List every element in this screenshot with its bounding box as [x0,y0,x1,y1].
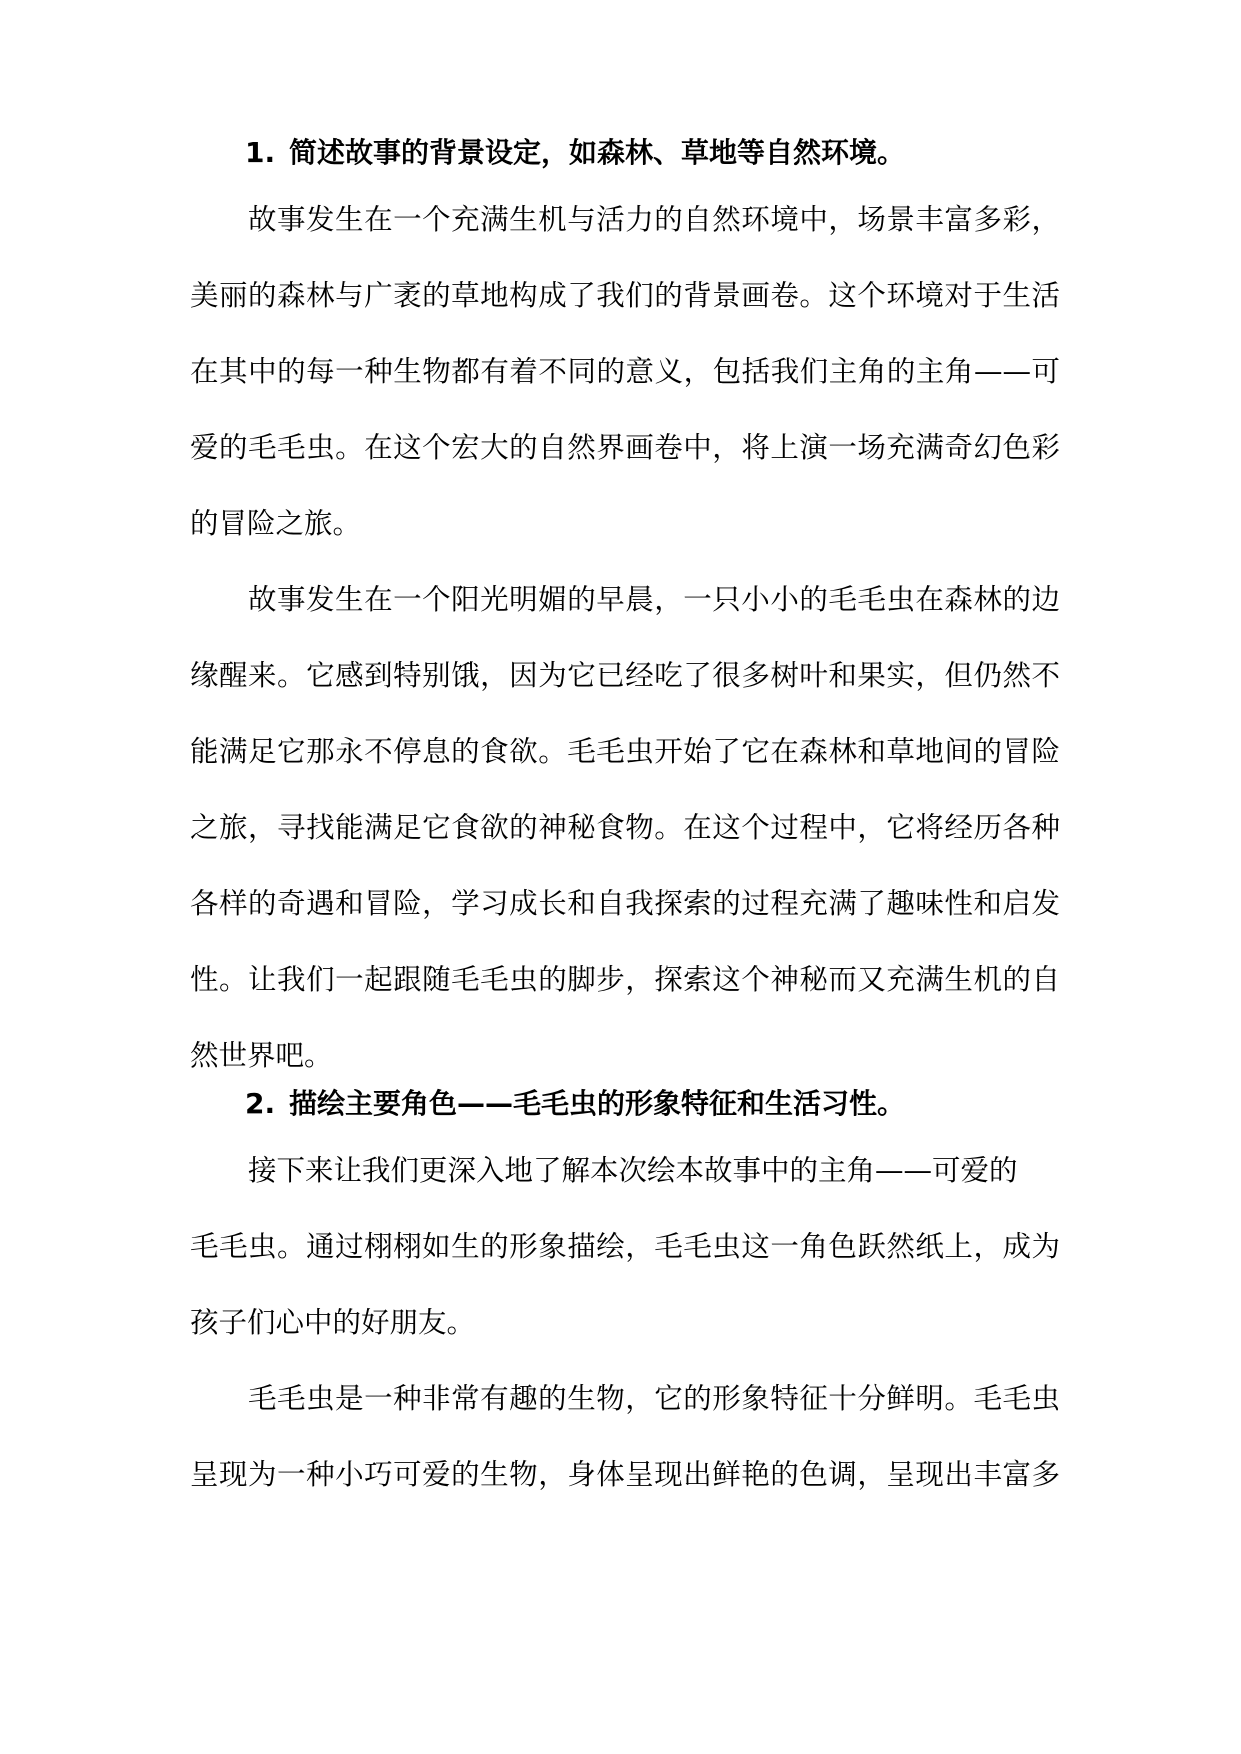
paragraph [190,1361,1060,1513]
text-line: 的冒险之旅。 [190,507,362,540]
text-line: 毛毛虫。通过栩栩如生的形象描绘，毛毛虫这一角色跃然纸上，成为 [190,1230,1060,1263]
text-line: 毛毛虫是一种非常有趣的生物，它的形象特征十分鲜明。毛毛虫 [248,1382,1060,1415]
paragraph [190,1133,1060,1361]
text-line: 然世界吧。 [190,1039,333,1072]
text-line: 能满足它那永不停息的食欲。毛毛虫开始了它在森林和草地间的冒险 [190,735,1060,768]
section-title: 描绘主要角色——毛毛虫的形象特征和生活习性。 [289,1087,906,1120]
section-number: 2. [245,1087,276,1120]
section-title: 简述故事的背景设定，如森林、草地等自然环境。 [289,136,906,169]
section-heading-1 [245,133,1060,173]
section-number: 1. [245,136,276,169]
text-line: 在其中的每一种生物都有着不同的意义，包括我们主角的主角——可 [190,355,1060,388]
section-heading-2 [245,1084,1060,1124]
text-line: 接下来让我们更深入地了解本次绘本故事中的主角——可爱的 [248,1154,1018,1187]
text-line: 爱的毛毛虫。在这个宏大的自然界画卷中，将上演一场充满奇幻色彩 [190,431,1060,464]
paragraph [190,182,1060,562]
text-line: 美丽的森林与广袤的草地构成了我们的背景画卷。这个环境对于生活 [190,279,1060,312]
text-line: 各样的奇遇和冒险，学习成长和自我探索的过程充满了趣味性和启发 [190,887,1060,920]
text-line: 孩子们心中的好朋友。 [190,1306,476,1339]
text-line: 之旅，寻找能满足它食欲的神秘食物。在这个过程中，它将经历各种 [190,811,1060,844]
text-line: 缘醒来。它感到特别饿，因为它已经吃了很多树叶和果实，但仍然不 [190,659,1060,692]
text-line: 性。让我们一起跟随毛毛虫的脚步，探索这个神秘而又充满生机的自 [190,963,1060,996]
text-line: 故事发生在一个阳光明媚的早晨，一只小小的毛毛虫在森林的边 [248,583,1060,616]
paragraph [190,562,1060,1094]
text-line: 故事发生在一个充满生机与活力的自然环境中，场景丰富多彩， [248,203,1060,236]
text-line: 呈现为一种小巧可爱的生物，身体呈现出鲜艳的色调，呈现出丰富多 [190,1458,1060,1491]
